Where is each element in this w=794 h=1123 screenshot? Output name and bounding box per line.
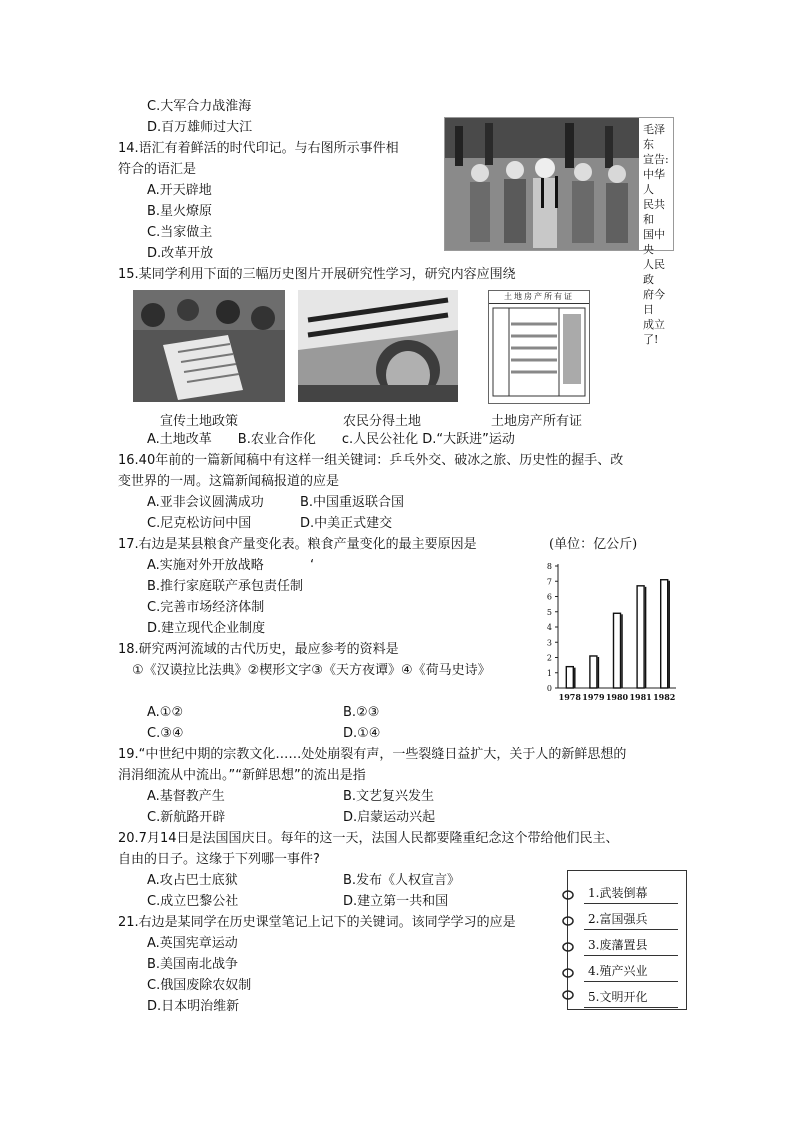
y-tick-label: 5 (546, 607, 552, 617)
land-deed-photo (488, 290, 590, 404)
q14-option-c: C.当家做主 (147, 225, 213, 240)
y-tick-label: 3 (546, 638, 552, 648)
note-keyword: 2.富国强兵 (584, 909, 678, 930)
q21-option-b: B.美国南北战争 (147, 957, 239, 972)
notebook-card (567, 870, 687, 1010)
q16-stem-line1: 16.40年前的一篇新闻稿中有这样一组关键词：乒乓外交、破冰之旅、历史性的握手、改 (118, 453, 624, 468)
q16-option-d: D.中美正式建交 (300, 516, 393, 531)
q19-option-c: C.新航路开辟 (147, 810, 226, 825)
photo-caption-3: 土地房产所有证 (491, 414, 583, 429)
y-tick-label: 4 (546, 623, 552, 632)
q13-option-d: D.百万雄师过大江 (147, 120, 253, 135)
y-tick-label: 1 (546, 668, 552, 678)
q21-option-a: A.英国宪章运动 (147, 936, 238, 951)
note-keyword: 5.文明开化 (584, 987, 678, 1008)
q20-option-c: C.成立巴黎公社 (147, 894, 239, 909)
x-tick-label: 1981 (629, 692, 652, 702)
q19-option-a: A.基督教产生 (147, 789, 225, 804)
q15-stem: 15.某同学利用下面的三幅历史图片开展研究性学习，研究内容应围绕 (118, 267, 516, 282)
photo-caption-line: 府今日 (643, 288, 665, 316)
q18-option-a: A.①② (147, 705, 184, 720)
q20-stem-line2: 自由的日子。这缘于下列哪一事件? (118, 852, 320, 867)
q14-option-d: D.改革开放 (147, 246, 214, 261)
photo-caption-line: 民共和 (643, 198, 665, 226)
x-tick-label: 1979 (582, 692, 605, 702)
photo-caption-line: 人民政 (643, 258, 665, 286)
q16-option-c: C.尼克松访问中国 (147, 516, 252, 531)
y-tick-label: 0 (546, 684, 552, 693)
q17-stem: 17.右边是某县粮食产量变化表。粮食产量变化的最主要原因是 (118, 537, 477, 552)
bar (661, 580, 668, 688)
q16-option-b: B.中国重返联合国 (300, 495, 405, 510)
farmers-land-photo (298, 290, 458, 402)
x-tick-label: 1978 (558, 692, 581, 702)
photo-caption-line: 成立了! (643, 318, 665, 346)
q14-stem-line2: 符合的语汇是 (118, 162, 197, 177)
q19-option-b: B.文艺复兴发生 (343, 789, 435, 804)
q17-option-a: A.实施对外开放战略 (147, 558, 264, 573)
q14-option-b: B.星火燎原 (147, 204, 213, 219)
note-keyword: 4.殖产兴业 (584, 961, 678, 982)
y-tick-label: 2 (546, 653, 552, 663)
x-tick-label: 1982 (653, 692, 676, 702)
note-keyword: 1.武装倒幕 (584, 883, 678, 904)
photo-caption-line: 毛泽东 (643, 123, 665, 151)
photo-caption-1: 宣传土地政策 (160, 414, 239, 429)
q17-option-b: B.推行家庭联产承包责任制 (147, 579, 304, 594)
q21-option-c: C.俄国废除农奴制 (147, 978, 252, 993)
bar (566, 667, 573, 688)
stray-mark: ‘ (310, 558, 315, 573)
photo-caption-line: 中华人 (643, 168, 665, 196)
q18-stem: 18.研究两河流域的古代历史，最应参考的资料是 (118, 642, 399, 657)
land-policy-photo (133, 290, 285, 402)
y-tick-label: 6 (546, 592, 552, 602)
y-tick-label: 7 (546, 577, 552, 587)
q17-option-c: C.完善市场经济体制 (147, 600, 265, 615)
bar (614, 613, 621, 688)
q16-stem-line2: 变世界的一周。这篇新闻稿报道的应是 (118, 474, 340, 489)
q18-option-b: B.②③ (343, 705, 380, 720)
note-keyword: 3.废藩置县 (584, 935, 678, 956)
photo-caption-line: 国中央 (643, 228, 665, 256)
q19-option-d: D.启蒙运动兴起 (343, 810, 436, 825)
photo-caption-line: 宣告: (643, 153, 669, 166)
q14-option-a: A.开天辟地 (147, 183, 212, 198)
q15-options: A.土地改革 B.农业合作化 c.人民公社化 D.“大跃进”运动 (147, 432, 515, 447)
q19-stem-line2: 涓涓细流从中流出。”“新鲜思想”的流出是指 (118, 768, 366, 783)
bar (637, 586, 644, 688)
q18-sources: ①《汉谟拉比法典》②楔形文字③《天方夜谭》④《荷马史诗》 (132, 663, 491, 678)
photo-caption-2: 农民分得土地 (343, 414, 422, 429)
q20-option-b: B.发布《人权宣言》 (343, 873, 461, 888)
grain-chart (540, 556, 680, 706)
q18-option-d: D.①④ (343, 726, 381, 741)
chart-title: (单位：亿公斤) (549, 537, 638, 552)
q13-option-c: C.大军合力战淮海 (147, 99, 252, 114)
q18-option-c: C.③④ (147, 726, 184, 741)
deed-title: 土地房产所有证 (489, 291, 589, 304)
bar (590, 656, 597, 688)
q20-stem-line1: 20.7月14日是法国国庆日。每年的这一天，法国人民都要隆重纪念这个带给他们民主、 (118, 831, 619, 846)
q20-option-a: A.攻占巴士底狱 (147, 873, 238, 888)
q20-option-d: D.建立第一共和国 (343, 894, 449, 909)
q14-stem-line1: 14.语汇有着鲜活的时代印记。与右图所示事件相 (118, 141, 399, 156)
q19-stem-line1: 19.“中世纪中期的宗教文化……处处崩裂有声，一些裂缝日益扩大，关于人的新鲜思想的 (118, 747, 627, 762)
q21-option-d: D.日本明治维新 (147, 999, 240, 1014)
q21-stem: 21.右边是某同学在历史课堂笔记上记下的关键词。该同学学习的应是 (118, 915, 516, 930)
y-tick-label: 8 (546, 562, 552, 571)
x-tick-label: 1980 (605, 692, 629, 702)
q16-option-a: A.亚非会议圆满成功 (147, 495, 264, 510)
q17-option-d: D.建立现代企业制度 (147, 621, 266, 636)
